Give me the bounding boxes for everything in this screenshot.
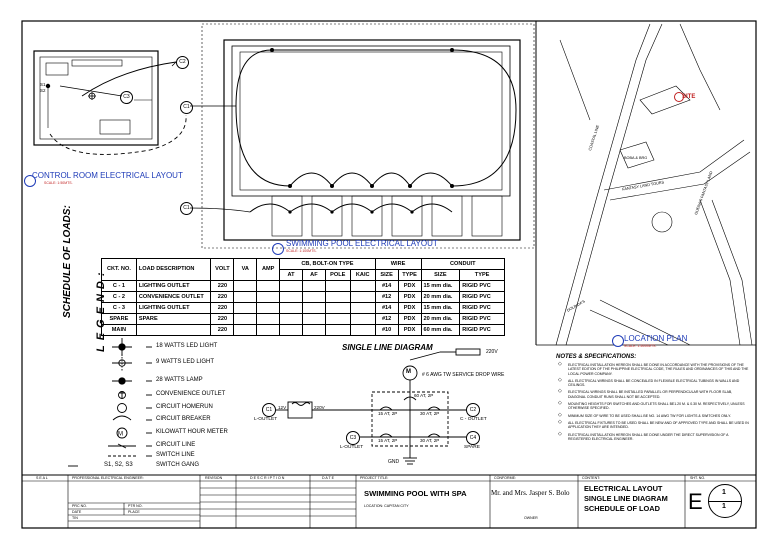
tb-revision: REVISION	[205, 476, 223, 480]
sched-cell: #14	[375, 303, 398, 314]
sched-header-load: LOAD DESCRIPTION	[136, 259, 211, 281]
sched-header-kaic: KAIC	[350, 270, 375, 281]
legend-item: KILOWATT HOUR METER	[156, 429, 228, 435]
tb-tin: TIN	[72, 515, 78, 520]
note-item: ◇ MINIMUM SIZE OF WIRE TO BE USED SHALL BE NO. 14 AWG TW FOR LIGHTS & SWITCHES ONLY.	[558, 411, 731, 418]
sld-ground: GND	[388, 459, 400, 465]
tb-place: PLACE	[128, 509, 140, 514]
site-marker-icon	[674, 92, 684, 102]
note-text: ALL ELECTRICAL FIXTURES TO BE USED SHALL BE NEW AND OF APPROVED TYPE AND SHALL BE USED IN APPLICATION THEY ARE INTENDED.	[568, 420, 749, 430]
pool-scale: SCALE: 1:100MTS.	[286, 249, 317, 253]
sld-c4-label: SPARE	[464, 445, 480, 450]
location-site-label: SITE	[682, 94, 696, 100]
control-room-title: CONTROL ROOM ELECTRICAL LAYOUT	[32, 171, 183, 180]
location-scale: SCALE: 1:5000MTS.	[624, 344, 657, 348]
tb-project-title: SWIMMING POOL WITH SPA	[364, 489, 467, 498]
sched-header-wire: WIRE	[375, 259, 421, 270]
legend-item: CONVENIENCE OUTLET	[156, 391, 226, 397]
road-label-fantasy: FANTASY LAND TOURS	[621, 180, 665, 192]
sched-cell: RIGID PVC	[460, 281, 505, 292]
tb-sheet-letter: E	[688, 489, 703, 514]
note-item: ◇ ELECTRICAL WIRINGS SHALL BE INSTALLED PARALLEL OR PERPENDICULAR WITH FLOOR SLAB, DIAGONAL CONDUIT RUNS SHALL NOT BE ACCEPTED.	[558, 388, 733, 399]
sched-header-volt: VOLT	[211, 259, 234, 281]
sched-header-amp: AMP	[257, 259, 280, 281]
sched-cell: #12	[375, 292, 398, 303]
tb-sheet-total: 1	[722, 503, 726, 510]
sched-cell: #12	[375, 314, 398, 325]
sld-transformer-12v: 12V	[278, 405, 287, 410]
sched-cell: PDX	[398, 303, 421, 314]
sched-cell: RIGID PVC	[460, 325, 505, 336]
sched-header-af: AF	[302, 270, 325, 281]
tb-owner-name: Mr. and Mrs. Jasper S. Bolo	[491, 489, 570, 497]
sched-cell: 220	[211, 303, 234, 314]
tb-description: D E S C R I P T I O N	[250, 476, 285, 480]
sched-cell: #10	[375, 325, 398, 336]
tb-content-1: ELECTRICAL LAYOUT	[584, 484, 663, 493]
circuit-tag-c2: C2	[176, 56, 189, 69]
table-row	[102, 303, 505, 314]
control-room-scale: SCALE: 1:50MTS.	[44, 181, 73, 185]
tb-project-label: PROJECT TITLE:	[360, 476, 389, 480]
sched-header-wtype: TYPE	[398, 270, 421, 281]
sched-header-csize: SIZE	[421, 270, 460, 281]
sched-cell: LIGHTING OUTLET	[136, 303, 211, 314]
note-item: ◇ MOUNTING HEIGHTS FOR SWITCHES AND OUTLETS SHALL BE1.20 M. & 0.30 M. RESPECTIVELY, UNLESS OTHERWISE SPECIFIED.	[558, 400, 745, 411]
sched-cell: 20 mm dia.	[421, 314, 460, 325]
road-label-dolinda: DOLINDA'S	[566, 299, 586, 313]
tb-date: D A T E	[322, 476, 335, 480]
sched-cell: PDX	[398, 292, 421, 303]
sched-cell: LIGHTING OUTLET	[136, 281, 211, 292]
sched-header-cb: CB, BOLT-ON TYPE	[280, 259, 376, 270]
sched-cell: PDX	[398, 314, 421, 325]
sched-cell: PDX	[398, 281, 421, 292]
note-item: ◇ ELECTRICAL INSTALLATION HEREON SHALL BE DONE UNDER THE DIRECT SUPERVISION OF A REGISTERED ELECTRICAL ENGINEER.	[558, 430, 729, 441]
sld-c2: C2	[466, 403, 480, 417]
note-text: MINIMUM SIZE OF WIRE TO BE USED SHALL BE NO. 14 AWG TW FOR LIGHTS & SWITCHES ONLY.	[568, 413, 731, 418]
notes-list	[556, 363, 750, 444]
legend-switch-symbol: S1, S2, S3	[104, 462, 133, 468]
legend-item: 9 WATTS LED LIGHT	[156, 359, 215, 365]
sched-cell	[136, 325, 211, 336]
circuit-tag-c1-bottom: C1	[180, 202, 193, 215]
sld-branch-1: 15 AT, 2P	[378, 411, 398, 416]
location-title-marker	[612, 335, 624, 347]
circuit-tag-c3: C3	[120, 91, 133, 104]
sched-header-at: AT	[280, 270, 303, 281]
sched-cell: 15 mm dia.	[421, 281, 460, 292]
tb-content-label: CONTENT:	[582, 476, 600, 480]
legend-symbols	[68, 338, 152, 466]
sched-cell: MAIN	[102, 325, 137, 336]
sched-cell: C - 2	[102, 292, 137, 303]
sched-cell: 20 mm dia.	[421, 292, 460, 303]
legend-item: 18 WATTS LED LIGHT	[156, 343, 218, 349]
swimming-pool-plan	[172, 24, 534, 248]
control-room-plan	[34, 51, 186, 154]
sched-cell: 15 mm dia.	[421, 303, 460, 314]
note-text: ELECTRICAL INSTALLATION HEREON SHALL BE DONE UNDER THE DIRECT SUPERVISION OF A REGISTERED ELECTRICAL ENGINEER.	[568, 432, 729, 441]
tb-location: LOCATION: CAPITAN CITY	[364, 504, 409, 508]
sched-header-ckt: CKT. NO.	[102, 259, 137, 281]
sched-header-va: VA	[234, 259, 257, 281]
legend-item: SWITCH GANG	[156, 462, 199, 468]
sched-cell: C - 3	[102, 303, 137, 314]
legend-item: CIRCUIT BREAKER	[156, 416, 211, 422]
sched-cell: #14	[375, 281, 398, 292]
circuit-tag-c1-top: C1	[180, 101, 193, 114]
sld-c3-label: L-OUTLET	[340, 445, 364, 450]
table-row	[102, 325, 505, 336]
sld-title: SINGLE LINE DIAGRAM	[342, 343, 433, 352]
sched-cell: SPARE	[102, 314, 137, 325]
legend-item: 28 WATTS LAMP	[156, 377, 203, 383]
table-row	[102, 314, 505, 325]
tb-seal: S E A L	[36, 476, 48, 480]
sched-cell: C - 1	[102, 281, 137, 292]
tb-prc: PRC NO.	[72, 503, 87, 508]
notes-heading: NOTES & SPECIFICATIONS:	[556, 354, 637, 360]
note-text: ALL ELECTRICAL WIRINGS SHALL BE CONCEALED IN FLEXIBLE ELECTRICAL TUBINGS IN WALLS AND CEILINGS.	[568, 378, 740, 388]
sld-c2-label: C - OUTLET	[460, 417, 487, 422]
tb-sheet-label: SHT. NO.	[690, 476, 706, 480]
sched-cell: PDX	[398, 325, 421, 336]
sched-header-pole: POLE	[325, 270, 350, 281]
note-item: ◇ ELECTRICAL INSTALLATION HEREON SHALL BE DONE IN ACCORDANCE WITH THE PROVISIONS OF THE LATEST EDITION OF THE PHILIPPINE ELECTRICAL CODE, THE RULES AND ORDINANCES OF THIS AND THE LOCAL POWER COMPANY.	[558, 361, 749, 376]
legend-heading: LEGEND:	[95, 267, 107, 352]
sld-main-breaker: 60 AT, 2P	[414, 393, 434, 398]
sld-meter: M	[406, 369, 411, 375]
schedule-heading: SCHEDULE OF LOADS:	[62, 205, 73, 318]
note-item: ◇ ALL ELECTRICAL WIRINGS SHALL BE CONCEALED IN FLEXIBLE ELECTRICAL TUBINGS IN WALLS AND CEILINGS.	[558, 376, 740, 388]
svg-text:M: M	[118, 431, 123, 438]
sched-cell: RIGID PVC	[460, 303, 505, 314]
table-row	[102, 292, 505, 303]
tb-ptr: PTR NO.	[128, 503, 143, 508]
tb-date2: DATE	[72, 509, 82, 514]
sched-cell: CONVENIENCE OUTLET	[136, 292, 211, 303]
sched-cell: 60 mm dia.	[421, 325, 460, 336]
sld-branch-2: 30 AT, 2P	[420, 411, 440, 416]
note-text: ELECTRICAL WIRINGS SHALL BE INSTALLED PARALLEL OR PERPENDICULAR WITH FLOOR SLAB, DIAGONAL CONDUIT RUNS SHALL NOT BE ACCEPTED.	[568, 390, 733, 399]
sched-cell: 220	[211, 292, 234, 303]
sld-transformer-220v: 220V	[314, 405, 325, 410]
sld-220v: 220V	[486, 349, 498, 355]
sched-cell: RIGID PVC	[460, 292, 505, 303]
tb-content-3: SCHEDULE OF LOAD	[584, 504, 660, 513]
sched-cell: RIGID PVC	[460, 314, 505, 325]
sched-cell: 220	[211, 314, 234, 325]
tb-sheet-number: 1	[722, 489, 726, 496]
pool-title-marker	[272, 243, 284, 255]
sched-header-conduit: CONDUIT	[421, 259, 504, 270]
sld-c4: C4	[466, 431, 480, 445]
note-item: ◇ ALL ELECTRICAL FIXTURES TO BE USED SHALL BE NEW AND OF APPROVED TYPE AND SHALL BE USED IN APPLICATION THEY ARE INTENDED.	[558, 418, 749, 430]
sched-header-ctype: TYPE	[460, 270, 505, 281]
road-label-guena: GUENA'S FANTASY LAND	[694, 170, 714, 216]
road-label-boba: BOBA & BRG	[624, 156, 648, 160]
legend-item: SWITCH LINE	[156, 452, 195, 458]
sld-c3: C3	[346, 431, 360, 445]
sld-branch-4: 30 AT, 2P	[420, 438, 440, 443]
tb-sheet-divider	[709, 501, 741, 502]
sched-cell: 220	[211, 281, 234, 292]
location-title: LOCATION PLAN	[624, 334, 688, 343]
single-line-diagram-wiring	[276, 349, 480, 464]
switch-tag-s2: S2	[40, 88, 46, 93]
pool-light-fixtures	[270, 48, 454, 214]
sched-cell: SPARE	[136, 314, 211, 325]
pool-title: SWIMMING POOL ELECTRICAL LAYOUT	[286, 239, 438, 248]
sld-branch-3: 15 AT, 2P	[378, 438, 398, 443]
sld-drop-wire: # 6 AWG TW SERVICE DROP WIRE	[422, 372, 505, 378]
note-text: MOUNTING HEIGHTS FOR SWITCHES AND OUTLETS SHALL BE1.20 M. & 0.30 M. RESPECTIVELY, UNLESS OTHERWISE SPECIFIED.	[568, 402, 745, 411]
switch-tag-s1: S1	[40, 82, 46, 87]
control-room-title-marker	[24, 175, 36, 187]
tb-conforme-label: CONFORME:	[494, 476, 516, 480]
tb-owner: OWNER	[524, 516, 538, 520]
sld-c1-label: L-OUTLET	[254, 417, 278, 422]
sched-cell: 220	[211, 325, 234, 336]
road-label-coastal: COASTAL LINE	[588, 124, 601, 152]
table-row	[102, 281, 505, 292]
legend-item: CIRCUIT HOMERUN	[156, 404, 213, 410]
note-text: ELECTRICAL INSTALLATION HEREON SHALL BE DONE IN ACCORDANCE WITH THE PROVISIONS OF THE LATEST EDITION OF THE PHILIPPINE ELECTRICAL CODE, THE RULES AND ORDINANCES OF THIS AND THE LOCAL POWER COMPANY.	[568, 363, 749, 376]
legend-item: CIRCUIT LINE	[156, 442, 196, 448]
sld-c1: C1	[262, 403, 276, 417]
sched-header-wsize: SIZE	[375, 270, 398, 281]
schedule-of-loads-table	[101, 258, 505, 336]
tb-engineer: PROFESSIONAL ELECTRICAL ENGINEER:	[72, 476, 144, 480]
tb-content-2: SINGLE LINE DIAGRAM	[584, 494, 668, 503]
tb-sheet-circle	[708, 484, 742, 518]
